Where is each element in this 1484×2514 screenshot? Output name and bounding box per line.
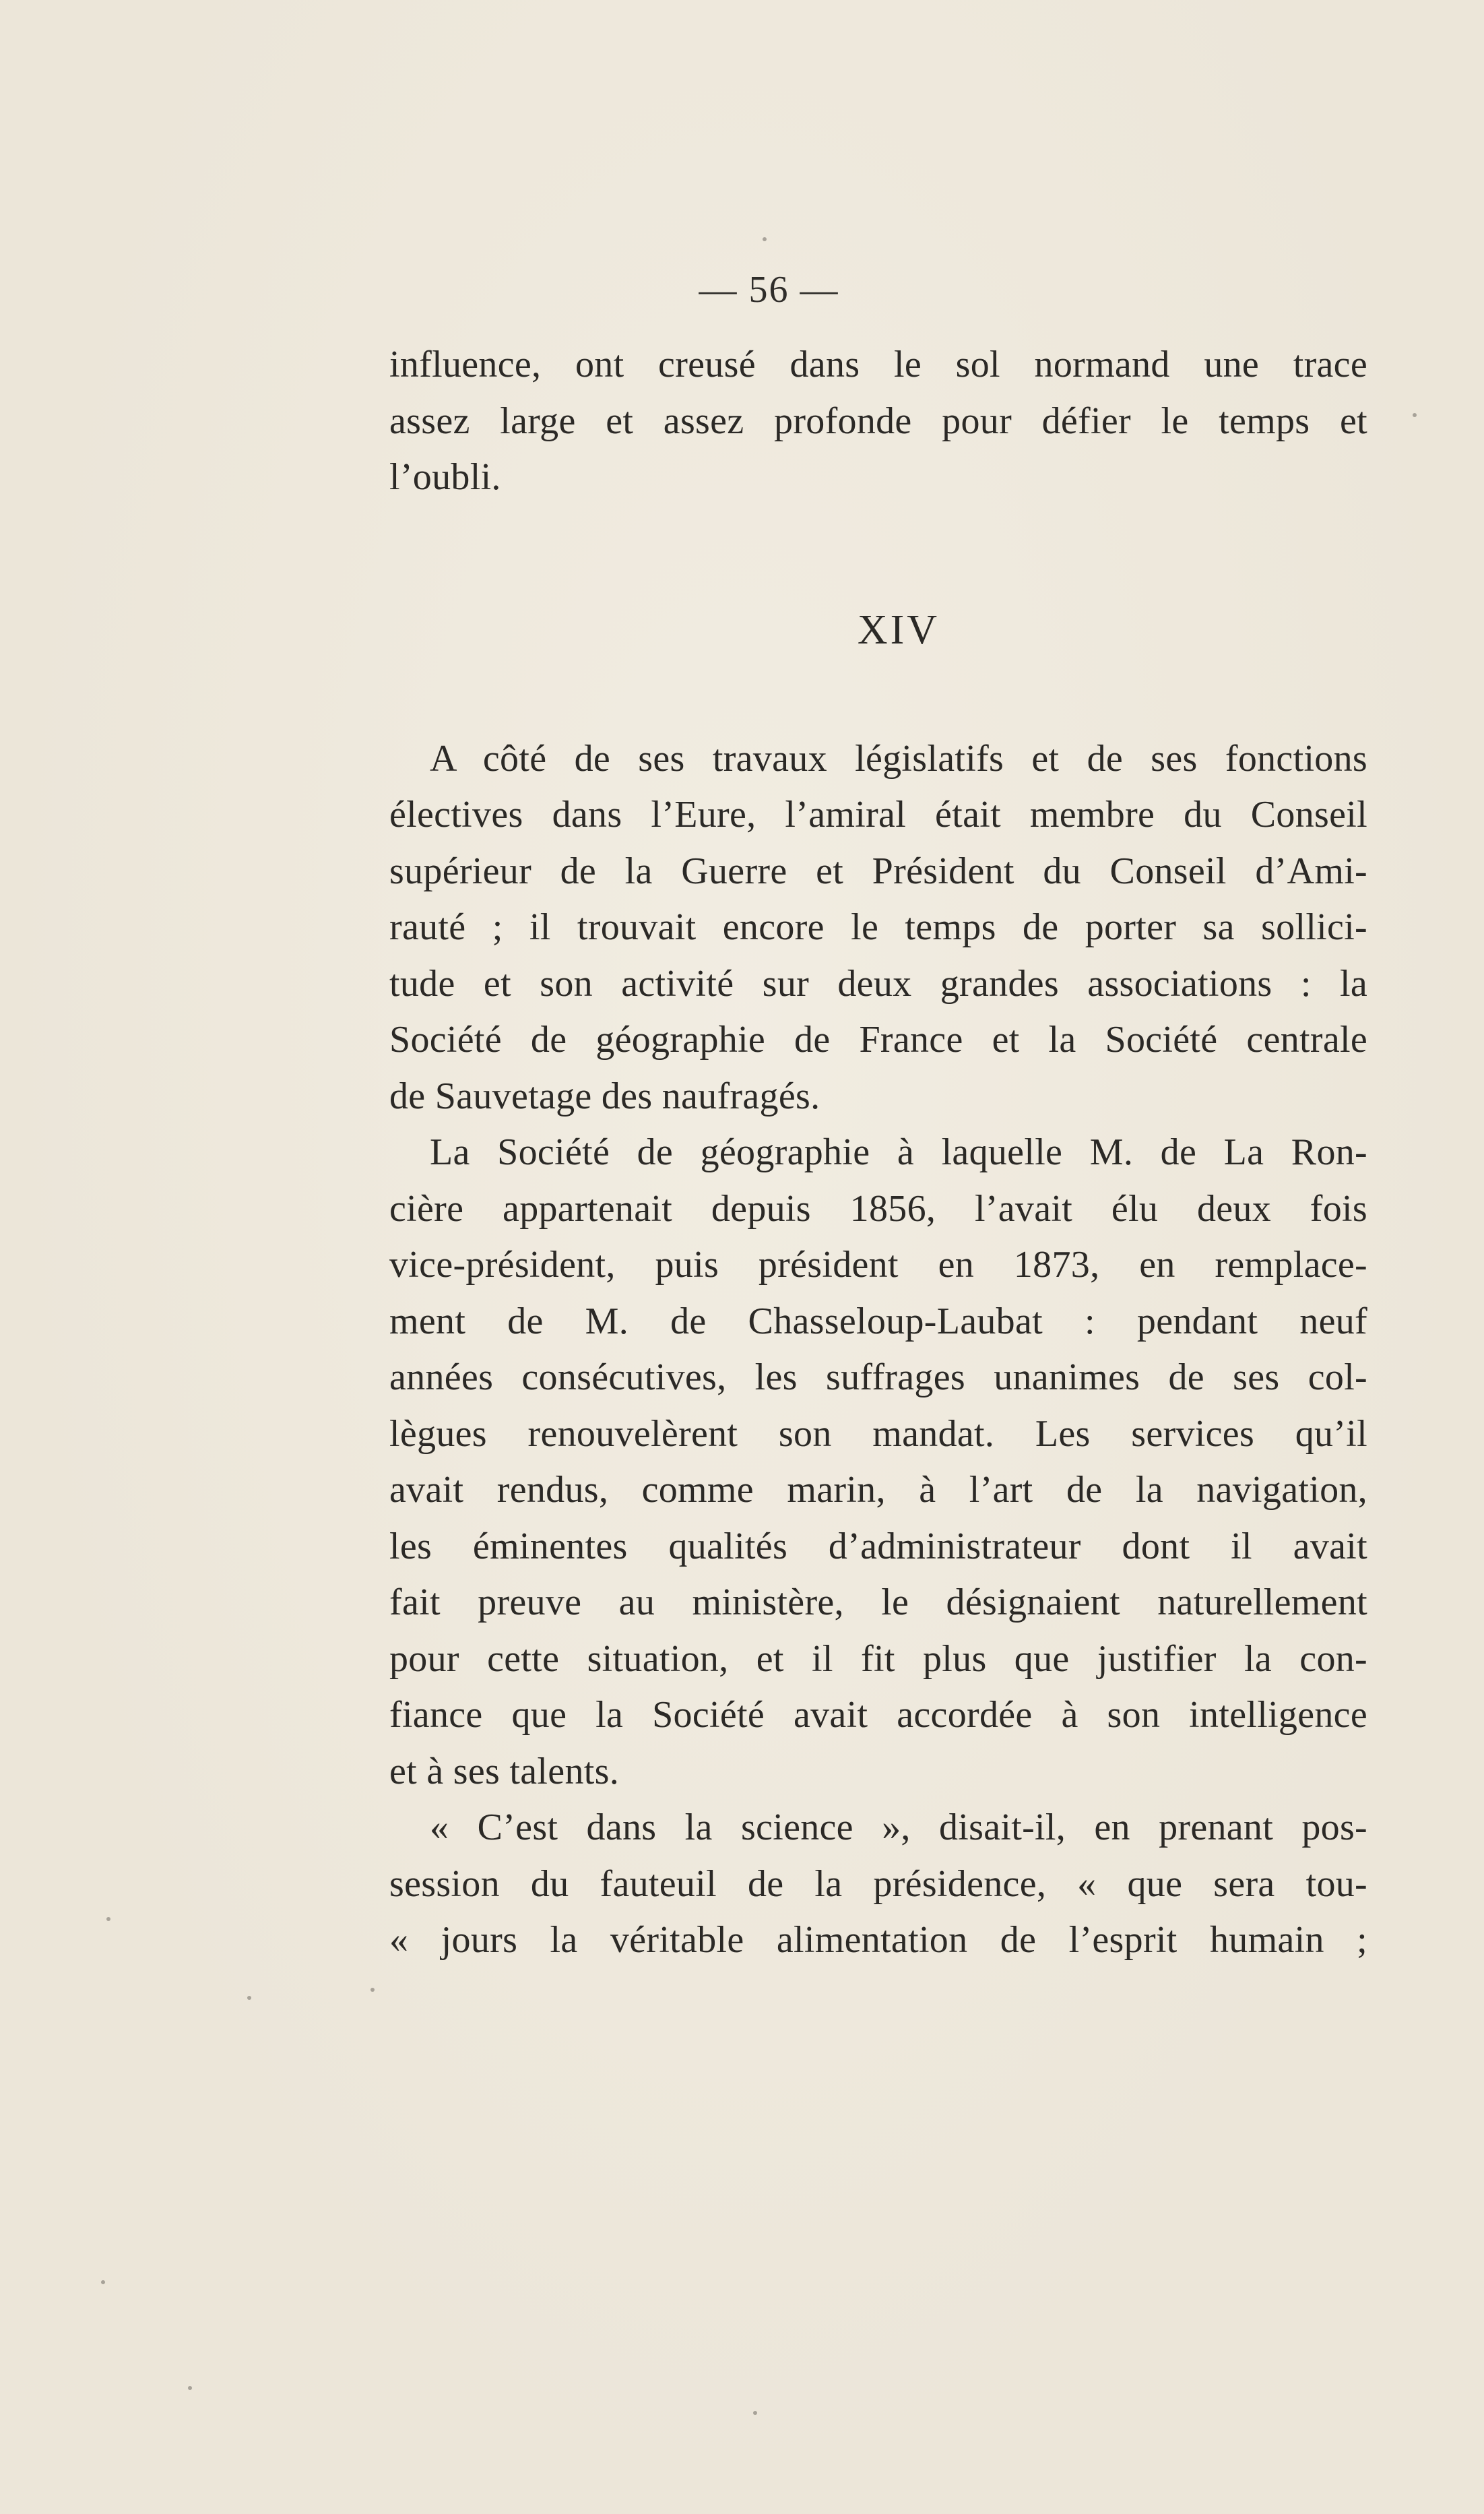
text-line: tude et son activité sur deux grandes associations : la <box>389 962 1367 1005</box>
paper-speck <box>370 1988 375 1992</box>
text-line: années consécutives, les suffrages unanimes de ses col- <box>389 1356 1367 1398</box>
section-spacer <box>389 506 1367 563</box>
section-heading: XIV <box>857 606 940 653</box>
text-line: La Société de géographie à laquelle M. de La Ron- <box>430 1131 1367 1173</box>
text-line: assez large et assez profonde pour défier le temps et <box>389 400 1367 442</box>
paper-speck <box>247 1996 251 2000</box>
section-spacer <box>389 697 1367 731</box>
text-line: lègues renouvelèrent son mandat. Les services qu’il <box>389 1412 1367 1455</box>
text-line: cière appartenait depuis 1856, l’avait élu deux fois <box>389 1187 1367 1230</box>
text-line: fait preuve au ministère, le désignaient naturellement <box>389 1581 1367 1623</box>
text-line: électives dans l’Eure, l’amiral était membre du Conseil <box>389 794 1367 836</box>
paper-speck <box>188 2386 192 2390</box>
paper-speck <box>753 2411 757 2415</box>
text-line: supérieur de la Guerre et Président du Conseil d’Ami- <box>389 850 1367 892</box>
text-line: et à ses talents. <box>389 1750 619 1792</box>
text-line: Société de géographie de France et la Société centrale <box>389 1019 1367 1061</box>
text-line: pour cette situation, et il fit plus que justifier la con- <box>389 1637 1367 1680</box>
text-line: A côté de ses travaux législatifs et de ses fonctions <box>430 737 1367 780</box>
paper-speck <box>101 2280 105 2284</box>
text-line: de Sauvetage des naufragés. <box>389 1075 820 1117</box>
page-text <box>389 337 1367 1969</box>
text-line: « jours la véritable alimentation de l’esprit humain ; <box>389 1919 1367 1961</box>
page-number: — 56 — <box>699 269 839 311</box>
text-line: les éminentes qualités d’administrateur dont il avait <box>389 1525 1367 1567</box>
text-line: avait rendus, comme marin, à l’art de la navigation, <box>389 1469 1367 1511</box>
text-line: influence, ont creusé dans le sol normand une trace <box>389 344 1367 385</box>
text-line: session du fauteuil de la présidence, « que sera tou- <box>389 1862 1367 1905</box>
text-line: l’oubli. <box>389 456 501 498</box>
text-line: rauté ; il trouvait encore le temps de porter sa sollici- <box>389 906 1367 948</box>
paper-speck <box>763 237 767 241</box>
text-line: vice-président, puis président en 1873, en remplace- <box>389 1244 1367 1286</box>
paper-speck <box>106 1917 110 1921</box>
text-line: ment de M. de Chasseloup-Laubat : pendant neuf <box>389 1300 1367 1342</box>
paper-speck <box>1413 413 1417 417</box>
text-line: fiance que la Société avait accordée à son intelligence <box>389 1694 1367 1736</box>
text-line: « C’est dans la science », disait-il, en prenant pos- <box>430 1806 1367 1848</box>
